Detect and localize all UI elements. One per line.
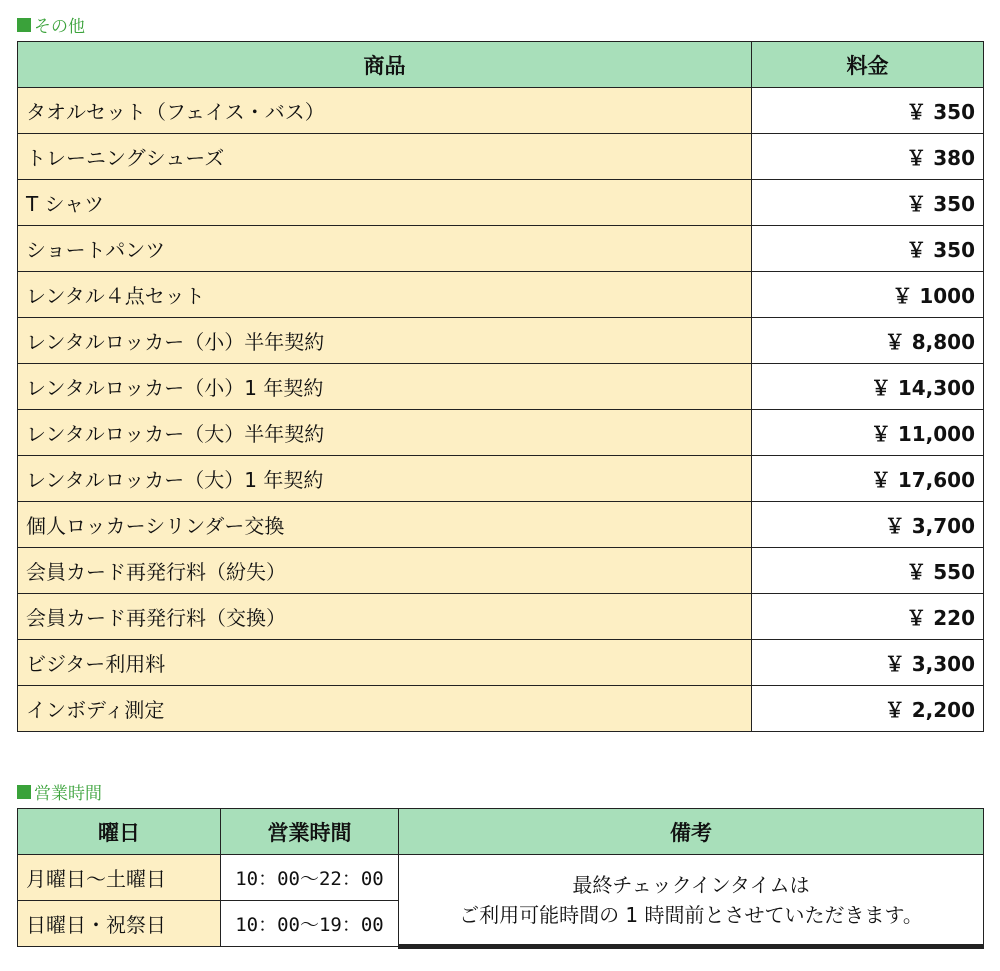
table-row [18,226,984,272]
item-price-cell: ￥ 8,800 [752,318,984,364]
item-name-cell: 会員カード再発行料（紛失） [18,548,752,594]
item-name-cell: レンタルロッカー（大）半年契約 [18,410,752,456]
hours-title-text: 営業時間 [34,784,102,804]
item-price-cell: ￥ 2,200 [752,686,984,732]
table-row [18,456,984,502]
note-cell [399,855,984,947]
item-name-cell: レンタル４点セット [18,272,752,318]
time-cell: 10：00～22：00 [221,855,399,901]
note-line-1: 最終チェックインタイムは [572,872,810,897]
item-name-cell: レンタルロッカー（小）1 年契約 [18,364,752,410]
header-day: 曜日 [18,809,221,855]
item-name-cell: ビジター利用料 [18,640,752,686]
green-square-icon [17,785,31,799]
item-name-cell: トレーニングシューズ [18,134,752,180]
table-row [18,502,984,548]
item-name-cell: タオルセット（フェイス・バス） [18,88,752,134]
header-price: 料金 [752,42,984,88]
hours-table-header [18,809,984,855]
item-name-cell: 個人ロッカーシリンダー交換 [18,502,752,548]
item-name-cell: 会員カード再発行料（交換） [18,594,752,640]
item-price-cell: ￥ 1000 [752,272,984,318]
day-cell: 月曜日～土曜日 [18,855,221,901]
hours-section-title [17,779,102,804]
header-time: 営業時間 [221,809,399,855]
header-item: 商品 [18,42,752,88]
table-row [18,134,984,180]
table-row [18,88,984,134]
item-price-cell: ￥ 11,000 [752,410,984,456]
item-price-cell: ￥ 14,300 [752,364,984,410]
item-name-cell: T シャツ [18,180,752,226]
item-price-cell: ￥ 17,600 [752,456,984,502]
item-price-cell: ￥ 3,700 [752,502,984,548]
item-price-cell: ￥ 380 [752,134,984,180]
table-row [18,180,984,226]
table-row [18,364,984,410]
time-cell: 10：00～19：00 [221,901,399,947]
hours-table [17,808,984,949]
item-price-cell: ￥ 350 [752,226,984,272]
item-price-cell: ￥ 220 [752,594,984,640]
item-price-cell: ￥ 350 [752,88,984,134]
table-row [18,318,984,364]
item-name-cell: ショートパンツ [18,226,752,272]
table-row [18,686,984,732]
note-line-2: ご利用可能時間の 1 時間前とさせていただきます。 [459,902,923,927]
item-name-cell: レンタルロッカー（大）1 年契約 [18,456,752,502]
table-row [18,548,984,594]
item-name-cell: インボディ測定 [18,686,752,732]
item-price-cell: ￥ 3,300 [752,640,984,686]
item-price-cell: ￥ 350 [752,180,984,226]
item-name-cell: レンタルロッカー（小）半年契約 [18,318,752,364]
price-table-header [18,42,984,88]
table-row [18,410,984,456]
price-table [17,41,984,732]
table-row [18,272,984,318]
table-row [18,855,984,901]
day-cell: 日曜日・祝祭日 [18,901,221,947]
item-price-cell: ￥ 550 [752,548,984,594]
other-section-title [17,12,85,37]
other-title-text: その他 [34,17,85,37]
table-row [18,594,984,640]
table-row [18,640,984,686]
header-note: 備考 [399,809,984,855]
green-square-icon [17,18,31,32]
